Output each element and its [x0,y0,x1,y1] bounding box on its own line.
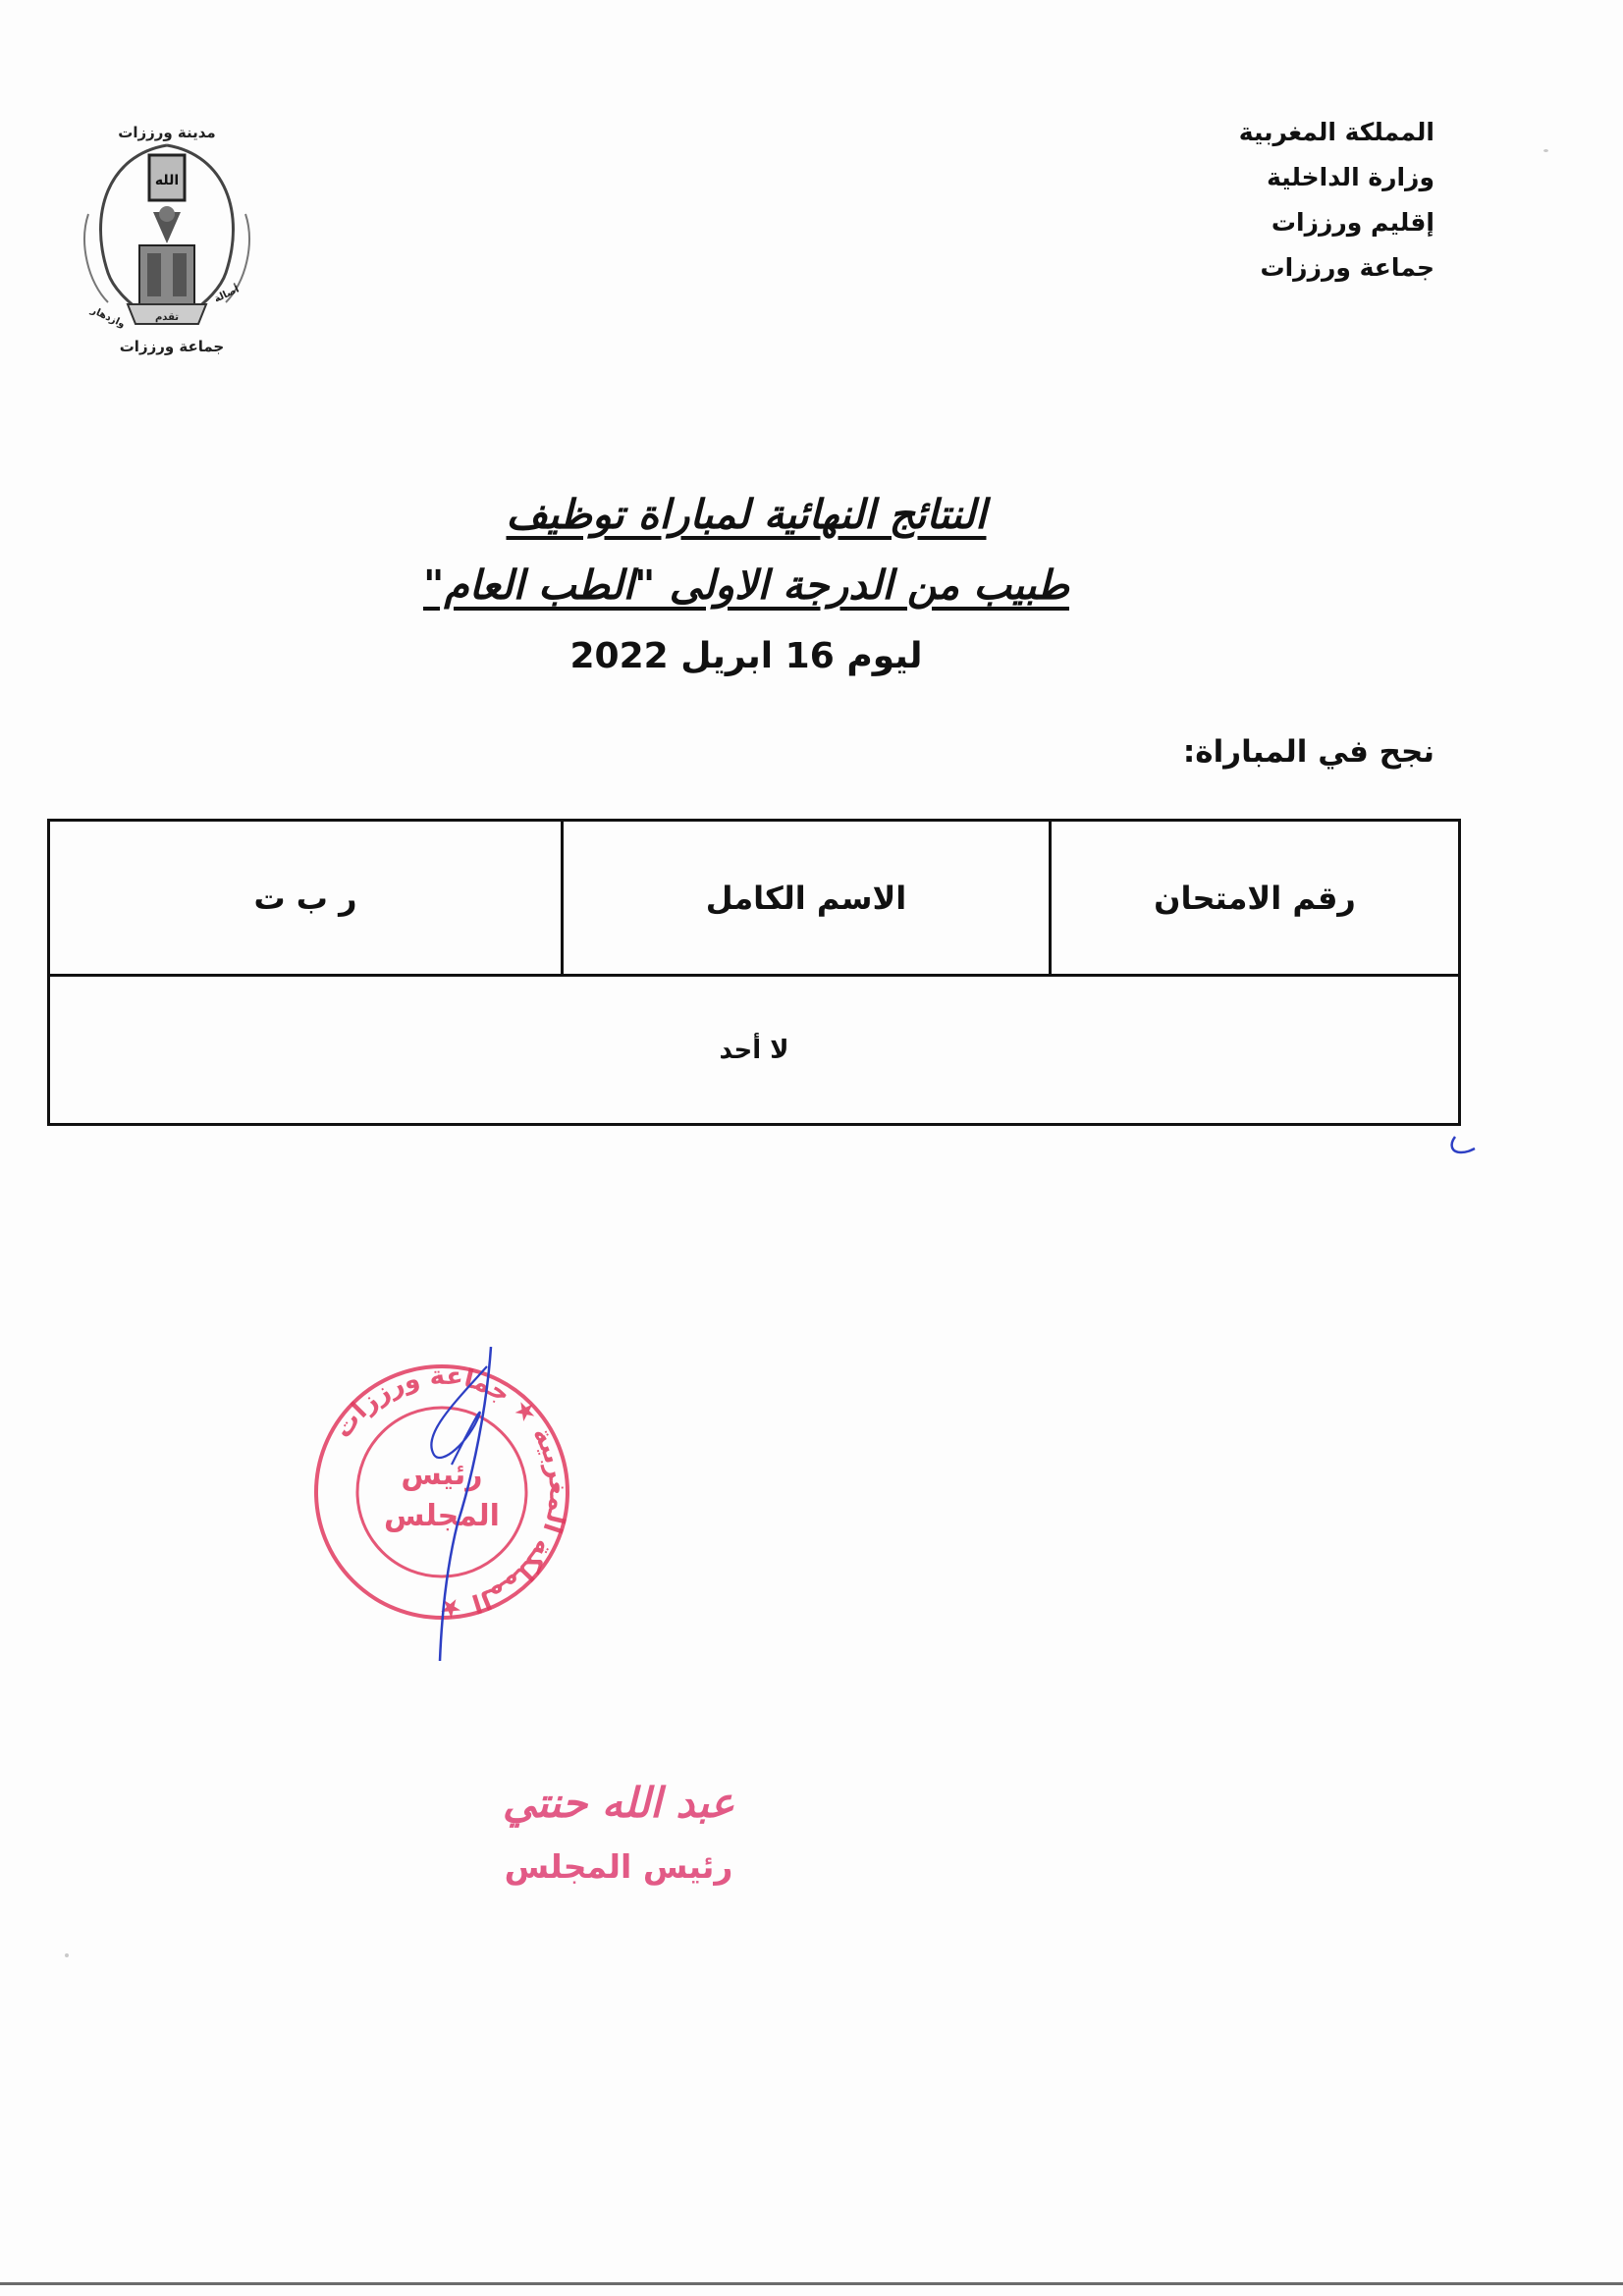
results-title: النتائج النهائية لمباراة توظيف [506,491,987,538]
stamp-outer-text: المملكة المغربية ★ جماعة ورززات ★ [328,1361,573,1624]
signer-title: رئيس المجلس [504,1847,733,1886]
emblem-graphic [69,116,265,366]
header-line-ministry: وزارة الداخلية [1267,163,1434,191]
header-line-province: إقليم ورززات [1271,208,1434,237]
header-line-commune: جماعة ورززات [1260,253,1434,282]
official-stamp [304,1347,579,1671]
header-full-name: الاسم الكامل [563,821,1051,976]
emblem-center-text: الله [154,173,180,188]
exam-date: ليوم 16 ابريل 2022 [569,636,923,676]
header-exam-number: رقم الامتحان [1051,821,1460,976]
emblem-ribbon-right: أصالة [212,284,242,305]
results-table [47,819,1461,1126]
no-one-cell: لا أحد [49,976,1460,1125]
emblem-bottom-text: جماعة ورززات [119,338,225,355]
svg-text:المملكة المغربية ★ جماعة ورززا [328,1362,572,1624]
table-row [49,976,1460,1125]
stamp-graphic [304,1347,579,1671]
emblem-ribbon-left: وازدهار [88,304,127,331]
scan-speck [65,1953,69,1957]
emblem-top-text: مدينة ورززات [118,124,216,141]
passed-label: نجح في المباراة: [1182,734,1434,770]
header-line-kingdom: المملكة المغربية [1238,118,1434,146]
position-title: طبيب من الدرجة الاولى "الطب العام" [423,561,1069,609]
stamp-inner-text-2: المجلس [384,1499,500,1533]
stamp-inner-text-1: رئيس [401,1458,483,1492]
table-header-row [49,821,1460,976]
issuer-header [1022,110,1434,291]
scan-bottom-edge [0,2282,1623,2285]
signer-name: عبد الله حنتي [502,1779,735,1827]
municipal-emblem-icon [69,116,265,366]
scan-speck [1543,149,1548,152]
emblem-ribbon-center: تقدم [154,312,180,323]
pen-mark-icon [1445,1131,1485,1160]
header-rank: ر ب ت [49,821,563,976]
